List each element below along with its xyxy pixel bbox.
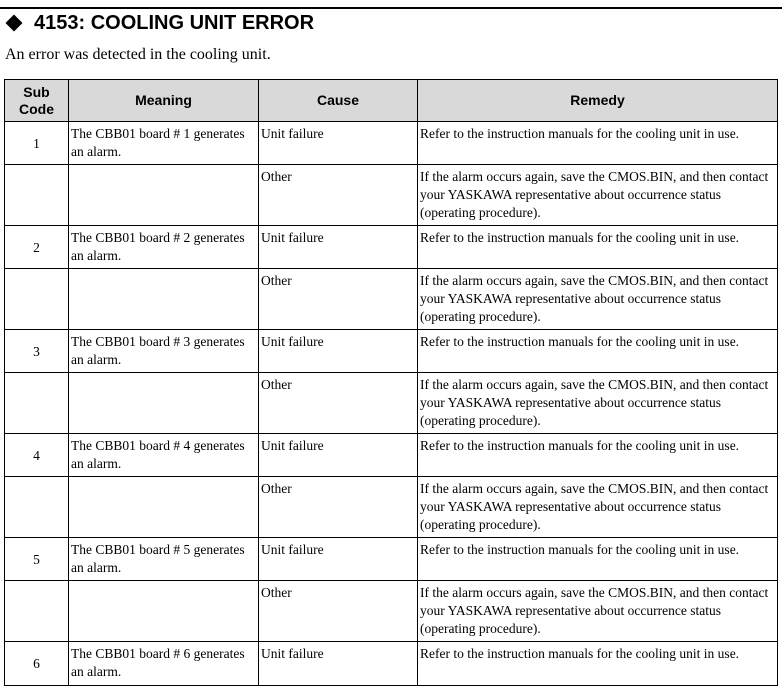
- alarm-table: [4, 79, 778, 686]
- remedy-cell: If the alarm occurs again, save the CMOS.BIN, and then contact your YASKAWA representative about occurrence status (operating procedure).: [418, 373, 778, 434]
- table-row: [5, 477, 778, 538]
- table-row: [5, 434, 778, 477]
- remedy-cell: If the alarm occurs again, save the CMOS.BIN, and then contact your YASKAWA representative about occurrence status (operating procedure).: [418, 269, 778, 330]
- sub-code-cell: 5: [5, 538, 69, 581]
- table-row: [5, 373, 778, 434]
- table-body: [5, 122, 778, 686]
- table-header-row: [5, 80, 778, 122]
- remedy-cell: Refer to the instruction manuals for the cooling unit in use.: [418, 122, 778, 165]
- header-remedy: Remedy: [418, 80, 778, 122]
- meaning-cell-empty: [69, 165, 259, 226]
- meaning-cell: The CBB01 board # 1 generates an alarm.: [69, 122, 259, 165]
- heading-title: 4153: COOLING UNIT ERROR: [34, 11, 315, 34]
- meaning-cell: The CBB01 board # 2 generates an alarm.: [69, 226, 259, 269]
- meaning-cell: The CBB01 board # 3 generates an alarm.: [69, 330, 259, 373]
- cause-cell: Other: [259, 581, 418, 642]
- cause-cell: Unit failure: [259, 226, 418, 269]
- table-row: [5, 642, 778, 686]
- remedy-cell: Refer to the instruction manuals for the cooling unit in use.: [418, 434, 778, 477]
- remedy-cell: If the alarm occurs again, save the CMOS.BIN, and then contact your YASKAWA representative about occurrence status (operating procedure).: [418, 581, 778, 642]
- remedy-cell: If the alarm occurs again, save the CMOS.BIN, and then contact your YASKAWA representative about occurrence status (operating procedure).: [418, 477, 778, 538]
- table-row: [5, 269, 778, 330]
- cause-cell: Other: [259, 269, 418, 330]
- sub-code-cell: 2: [5, 226, 69, 269]
- cause-cell: Unit failure: [259, 538, 418, 581]
- table-row: [5, 330, 778, 373]
- cause-cell: Unit failure: [259, 122, 418, 165]
- sub-code-cell-empty: [5, 373, 69, 434]
- meaning-cell-empty: [69, 581, 259, 642]
- table-row: [5, 581, 778, 642]
- meaning-cell: The CBB01 board # 5 generates an alarm.: [69, 538, 259, 581]
- sub-code-cell: 4: [5, 434, 69, 477]
- remedy-cell: Refer to the instruction manuals for the cooling unit in use.: [418, 642, 778, 686]
- header-sub-code: Sub Code: [5, 80, 69, 122]
- meaning-cell: The CBB01 board # 4 generates an alarm.: [69, 434, 259, 477]
- meaning-cell-empty: [69, 477, 259, 538]
- meaning-cell-empty: [69, 373, 259, 434]
- section-heading: [4, 10, 314, 36]
- table-row: [5, 538, 778, 581]
- sub-code-cell-empty: [5, 165, 69, 226]
- cause-cell: Other: [259, 373, 418, 434]
- cause-cell: Other: [259, 165, 418, 226]
- meaning-cell-empty: [69, 269, 259, 330]
- sub-code-cell: 6: [5, 642, 69, 686]
- cause-cell: Unit failure: [259, 642, 418, 686]
- cause-cell: Unit failure: [259, 434, 418, 477]
- header-cause: Cause: [259, 80, 418, 122]
- cause-cell: Unit failure: [259, 330, 418, 373]
- sub-code-cell: 1: [5, 122, 69, 165]
- table-row: [5, 165, 778, 226]
- cause-cell: Other: [259, 477, 418, 538]
- intro-text: An error was detected in the cooling unit.: [5, 46, 271, 63]
- diamond-bullet-icon: [6, 15, 23, 32]
- header-meaning: Meaning: [69, 80, 259, 122]
- top-rule: [0, 7, 782, 9]
- remedy-cell: Refer to the instruction manuals for the cooling unit in use.: [418, 330, 778, 373]
- sub-code-cell-empty: [5, 477, 69, 538]
- remedy-cell: Refer to the instruction manuals for the cooling unit in use.: [418, 226, 778, 269]
- sub-code-cell-empty: [5, 269, 69, 330]
- remedy-cell: Refer to the instruction manuals for the cooling unit in use.: [418, 538, 778, 581]
- meaning-cell: The CBB01 board # 6 generates an alarm.: [69, 642, 259, 686]
- table-row: [5, 122, 778, 165]
- sub-code-cell: 3: [5, 330, 69, 373]
- table-row: [5, 226, 778, 269]
- remedy-cell: If the alarm occurs again, save the CMOS.BIN, and then contact your YASKAWA representative about occurrence status (operating procedure).: [418, 165, 778, 226]
- sub-code-cell-empty: [5, 581, 69, 642]
